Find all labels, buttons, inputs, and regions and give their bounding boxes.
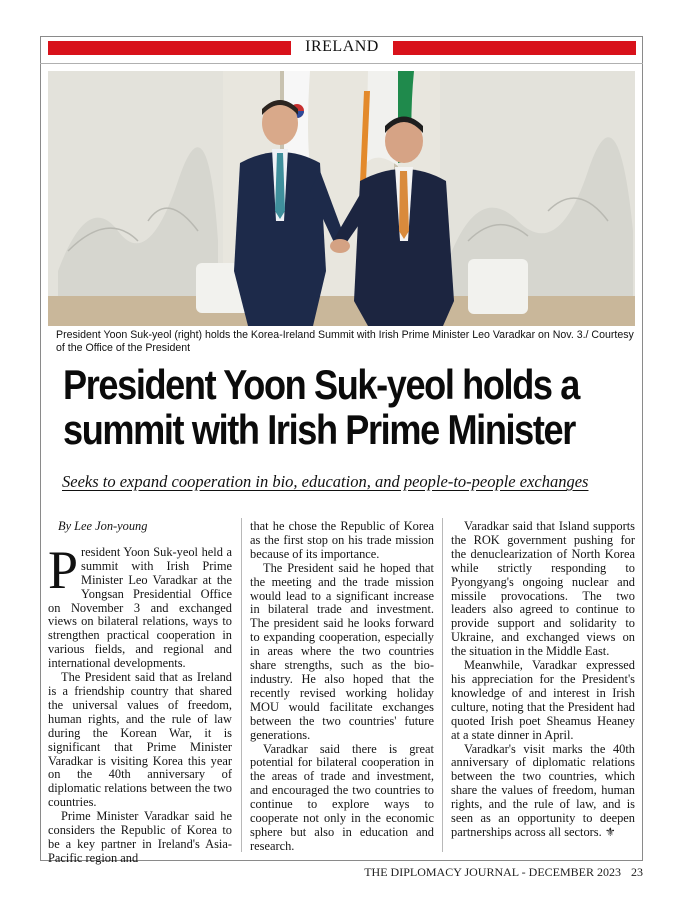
- section-bar-right: [393, 41, 636, 55]
- subheadline: Seeks to expand cooperation in bio, education, and people-to-people exchanges: [62, 472, 589, 491]
- section-bar-left: [48, 41, 291, 55]
- article-paragraph: [451, 743, 635, 840]
- end-mark-icon: ⚜: [604, 824, 616, 839]
- article-paragraph: The President said that as Ireland is a friendship country that shared the universal values of freedom, human rights, and the rule of law during the Korean War, it is significant that Prime Minister Varadkar is visiting Korea this year on the 40th anniversary of diplomatic relations between the two countries.: [48, 670, 232, 810]
- article-paragraph: that he chose the Republic of Korea as the first stop on his trade mission because of its importance.: [250, 519, 434, 561]
- article-paragraph: Meanwhile, Varadkar expressed his appreciation for the President's knowledge of and interest in Irish culture, noting that the President had quoted Irish poet Sheamus Heaney at a state dinner in April.: [451, 658, 635, 742]
- headline-line-1: President Yoon Suk-yeol holds a: [63, 361, 579, 408]
- article-column-2: [250, 520, 434, 854]
- column-divider: [241, 518, 242, 852]
- header-divider: [40, 63, 643, 64]
- paragraph-text: resident Yoon Suk-yeol held a summit with Irish Prime Minister Leo Varadkar at the Yongsan Presidential Office on November 3 and exchanged views on bilateral relations, ways to strengthen practical cooperation in various fields, and regional and international developments.: [48, 544, 232, 671]
- section-label: IRELAND: [305, 38, 379, 55]
- article-column-3: [451, 520, 635, 840]
- article-paragraph: Varadkar said there is great potential for bilateral cooperation in the areas of trade and investment, and encouraged the two countries to continue to explore ways to cooperate not only in the economic sphere but also in education and research.: [250, 741, 434, 853]
- page-footer: [40, 865, 643, 880]
- article-paragraph: The President said he hoped that the meeting and the trade mission would lead to a significant increase in bilateral trade and investment. The president said he looks forward to expanding cooperation, especially in areas where the two countries share strengths, such as the bio-industry. He also hoped that the recently revised working holiday MOU would facilitate exchanges between the two countries' future generations.: [250, 560, 434, 742]
- drop-cap: P: [48, 539, 79, 600]
- article-paragraph: [48, 539, 232, 671]
- byline: By Lee Jon-young: [58, 519, 148, 533]
- article-paragraph: Prime Minister Varadkar said he considers the Republic of Korea to be a key partner in Ireland's Asia-Pacific region and: [48, 809, 232, 865]
- headline: [63, 361, 579, 453]
- summit-photo: [48, 71, 635, 326]
- article-column-1: [48, 520, 232, 866]
- headline-line-2: summit with Irish Prime Minister: [63, 406, 575, 453]
- page-number: 23: [631, 865, 643, 879]
- paragraph-text: Varadkar's visit marks the 40th anniversary of diplomatic relations between the two countries, which share the values of freedom, human rights, and the rule of law, and is seen as an opportunity to deepen partnerships across all sectors.: [451, 741, 635, 839]
- column-divider: [442, 518, 443, 852]
- photo-caption: President Yoon Suk-yeol (right) holds the Korea-Ireland Summit with Irish Prime Minister Leo Varadkar on Nov. 3./ Courtesy of the Office of the President: [56, 329, 634, 354]
- article-paragraph: Varadkar said that Island supports the ROK government pushing for the denuclearization of North Korea while strictly responding to Pyongyang's ongoing nuclear and missile provocations. The two leaders also agreed to continue to provide support and solidarity to Ukraine, and exchanged views on the situation in the Middle East.: [451, 519, 635, 659]
- publication-name: THE DIPLOMACY JOURNAL - DECEMBER 2023: [364, 865, 621, 879]
